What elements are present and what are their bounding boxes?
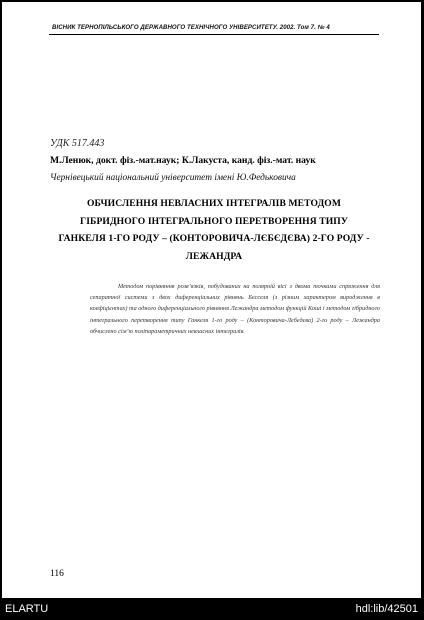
udc-code: УДК 517.443 [50,138,105,149]
header-rule [49,34,379,35]
page-number: 116 [50,569,64,579]
title-line: ОБЧИСЛЕННЯ НЕВЛАСНИХ ІНТЕГРАЛІВ МЕТОДОМ [86,198,342,209]
article-title [46,195,382,265]
affiliation: Чернівецький національний університет імені Ю.Федьковича [50,173,296,183]
repository-name: ELARTU [5,603,49,615]
title-line: ЛЕЖАНДРА [185,250,243,262]
handle-id: hdl:lib/42501 [355,603,418,615]
title-line: ГІБРИДНОГО ІНТЕГРАЛЬНОГО ПЕРЕТВОРЕННЯ ТИПУ [79,215,348,227]
abstract: Методом порівняння розв’язків, побудованих на полярній вісі з двома точками спряження для сепаратної системи з двох диференціальних рівнянь Бесселя (з різним характером виродження в коефіцієнтах) та одного диференціального рівняння Лежандра методом функцій Коші і методом гібридного інтегрального перетворення типу Ганкеля 1-го роду – (Конторовича-Лєбєдєва) 2-го роду – Лежандра обчислено сім’ю поліпараметричних невласних інтегралів. [90,283,380,335]
authors: М.Ленюк, докт. фіз.-мат.наук; К.Лакуста, канд. фіз.-мат. наук [50,155,316,166]
document-page [2,2,421,598]
journal-header: ВІСНИК ТЕРНОПІЛЬСЬКОГО ДЕРЖАВНОГО ТЕХНІЧНОГО УНІВЕРСИТЕТУ. 2002. Том 7. № 4 [52,24,330,31]
title-line: ГАНКЕЛЯ 1-ГО РОДУ – (КОНТОРОВИЧА-ЛЄБЄДЄВА) 2-ГО РОДУ - [58,233,370,244]
